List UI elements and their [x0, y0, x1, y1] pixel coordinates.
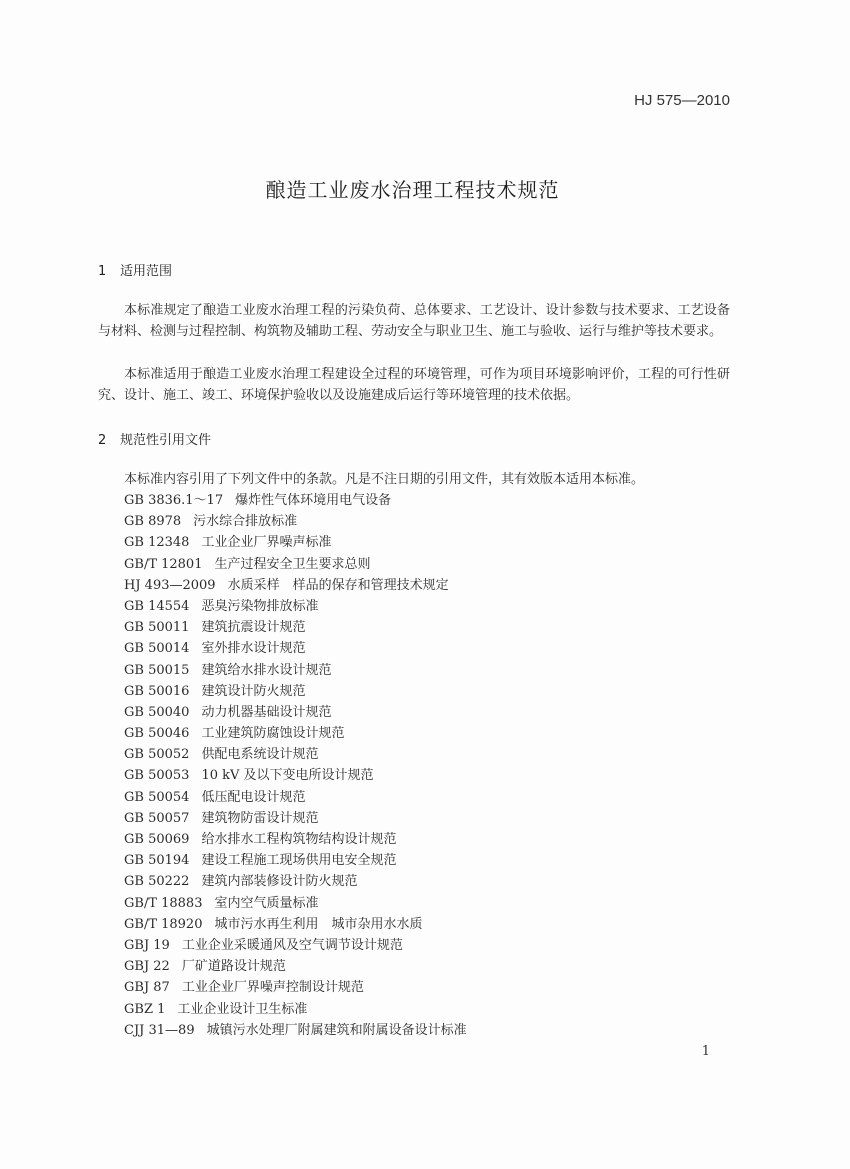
reference-item: [124, 575, 467, 596]
reference-code: GB 50194: [124, 853, 190, 869]
reference-code: GB 50014: [124, 641, 190, 657]
reference-item: [124, 554, 467, 575]
reference-item: [124, 999, 467, 1020]
reference-title: 动力机器基础设计规范: [201, 704, 332, 720]
reference-item: [124, 829, 467, 850]
reference-title: 供配电系统设计规范: [201, 747, 319, 763]
reference-code: HJ 493—2009: [124, 577, 216, 593]
reference-code: GB 50016: [124, 683, 190, 699]
reference-code: GB 50011: [124, 620, 190, 636]
reference-code: GBJ 22: [124, 959, 170, 975]
reference-code: GB 50040: [124, 704, 190, 720]
reference-item: [124, 850, 467, 871]
reference-title: 城镇污水处理厂附属建筑和附属设备设计标准: [206, 1022, 467, 1038]
reference-title: 建筑物防雷设计规范: [201, 810, 319, 826]
reference-item: [124, 808, 467, 829]
reference-item: [124, 532, 467, 553]
reference-title: 建设工程施工现场供用电安全规范: [201, 853, 397, 869]
reference-code: CJJ 31—89: [124, 1022, 195, 1038]
reference-code: GB/T 12801: [124, 556, 203, 572]
reference-item: [124, 744, 467, 765]
section-2-intro: 本标准内容引用了下列文件中的条款。凡是不注日期的引用文件，其有效版本适用本标准。: [124, 472, 645, 487]
reference-title: 工业企业厂界噪声控制设计规范: [181, 980, 364, 996]
reference-item: [124, 1020, 467, 1041]
reference-item: [124, 871, 467, 892]
section-1-paragraph-1: 本标准规定了酿造工业废水治理工程的污染负荷、总体要求、工艺设计、设计参数与技术要求、工艺设备与材料、检测与过程控制、构筑物及辅助工程、劳动安全与职业卫生、施工与验收、运行与维护等技术要求。: [98, 303, 730, 339]
reference-code: GB/T 18883: [124, 895, 203, 911]
reference-title: 工业企业厂界噪声标准: [201, 535, 332, 551]
standard-code: HJ 575—2010: [634, 92, 730, 109]
section-1-paragraph-2: 本标准适用于酿造工业废水治理工程建设全过程的环境管理，可作为项目环境影响评价，工程的可行性研究、设计、施工、竣工、环境保护验收以及设施建成后运行等环境管理的技术依据。: [98, 367, 730, 403]
reference-code: GB 50046: [124, 726, 190, 742]
reference-item: [124, 617, 467, 638]
section-2-heading: [98, 429, 211, 448]
reference-item: [124, 490, 467, 511]
reference-item: [124, 596, 467, 617]
reference-code: GB 14554: [124, 598, 190, 614]
section-2-number: 2: [98, 433, 107, 448]
reference-title: 水质采样 样品的保存和管理技术规定: [227, 577, 449, 593]
page-number: 1: [701, 1044, 710, 1059]
reference-item: [124, 638, 467, 659]
reference-title: 城市污水再生利用 城市杂用水水质: [214, 916, 423, 932]
reference-title: 污水综合排放标准: [193, 514, 298, 530]
reference-item: [124, 511, 467, 532]
reference-title: 生产过程安全卫生要求总则: [214, 556, 371, 572]
reference-title: 恶臭污染物排放标准: [201, 598, 319, 614]
reference-item: [124, 914, 467, 935]
reference-item: [124, 681, 467, 702]
reference-title: 工业建筑防腐蚀设计规范: [201, 726, 345, 742]
reference-item: [124, 787, 467, 808]
reference-code: GBZ 1: [124, 1001, 166, 1017]
reference-item: [124, 660, 467, 681]
section-1-number: 1: [98, 264, 107, 279]
reference-code: GB 50052: [124, 747, 190, 763]
reference-code: GB 50054: [124, 789, 190, 805]
section-1-title: 适用范围: [120, 264, 173, 279]
reference-title: 室外排水设计规范: [201, 641, 306, 657]
reference-title: 建筑设计防火规范: [201, 683, 306, 699]
reference-code: GB/T 18920: [124, 916, 203, 932]
reference-title: 低压配电设计规范: [201, 789, 306, 805]
reference-code: GB 3836.1～17: [124, 493, 224, 508]
reference-title: 工业企业设计卫生标准: [177, 1001, 308, 1017]
reference-code: GB 50222: [124, 874, 190, 890]
reference-item: [124, 893, 467, 914]
reference-title: 建筑内部装修设计防火规范: [201, 874, 358, 890]
reference-title: 室内空气质量标准: [214, 895, 319, 911]
reference-code: GBJ 19: [124, 937, 170, 953]
reference-list: [124, 490, 467, 1041]
reference-title: 给水排水工程构筑物结构设计规范: [201, 832, 397, 847]
document-title: 酿造工业废水治理工程技术规范: [265, 178, 560, 202]
reference-item: [124, 765, 467, 786]
reference-title: 厂矿道路设计规范: [181, 959, 286, 975]
reference-title: 工业企业采暖通风及空气调节设计规范: [181, 937, 403, 953]
reference-code: GB 50069: [124, 832, 190, 847]
reference-code: GB 50057: [124, 810, 190, 826]
reference-code: GB 50053: [124, 768, 190, 784]
reference-item: [124, 956, 467, 977]
reference-item: [124, 723, 467, 744]
reference-item: [124, 977, 467, 998]
reference-title: 建筑给水排水设计规范: [201, 662, 332, 678]
reference-title: 10 kV 及以下变电所设计规范: [201, 768, 374, 784]
reference-code: GB 8978: [124, 514, 182, 530]
reference-code: GB 12348: [124, 535, 190, 551]
section-1-heading: [98, 260, 172, 279]
reference-code: GB 50015: [124, 662, 190, 678]
reference-title: 建筑抗震设计规范: [201, 620, 306, 636]
reference-title: 爆炸性气体环境用电气设备: [235, 493, 392, 508]
reference-item: [124, 702, 467, 723]
reference-item: [124, 935, 467, 956]
reference-code: GBJ 87: [124, 980, 170, 996]
section-2-title: 规范性引用文件: [120, 433, 212, 448]
